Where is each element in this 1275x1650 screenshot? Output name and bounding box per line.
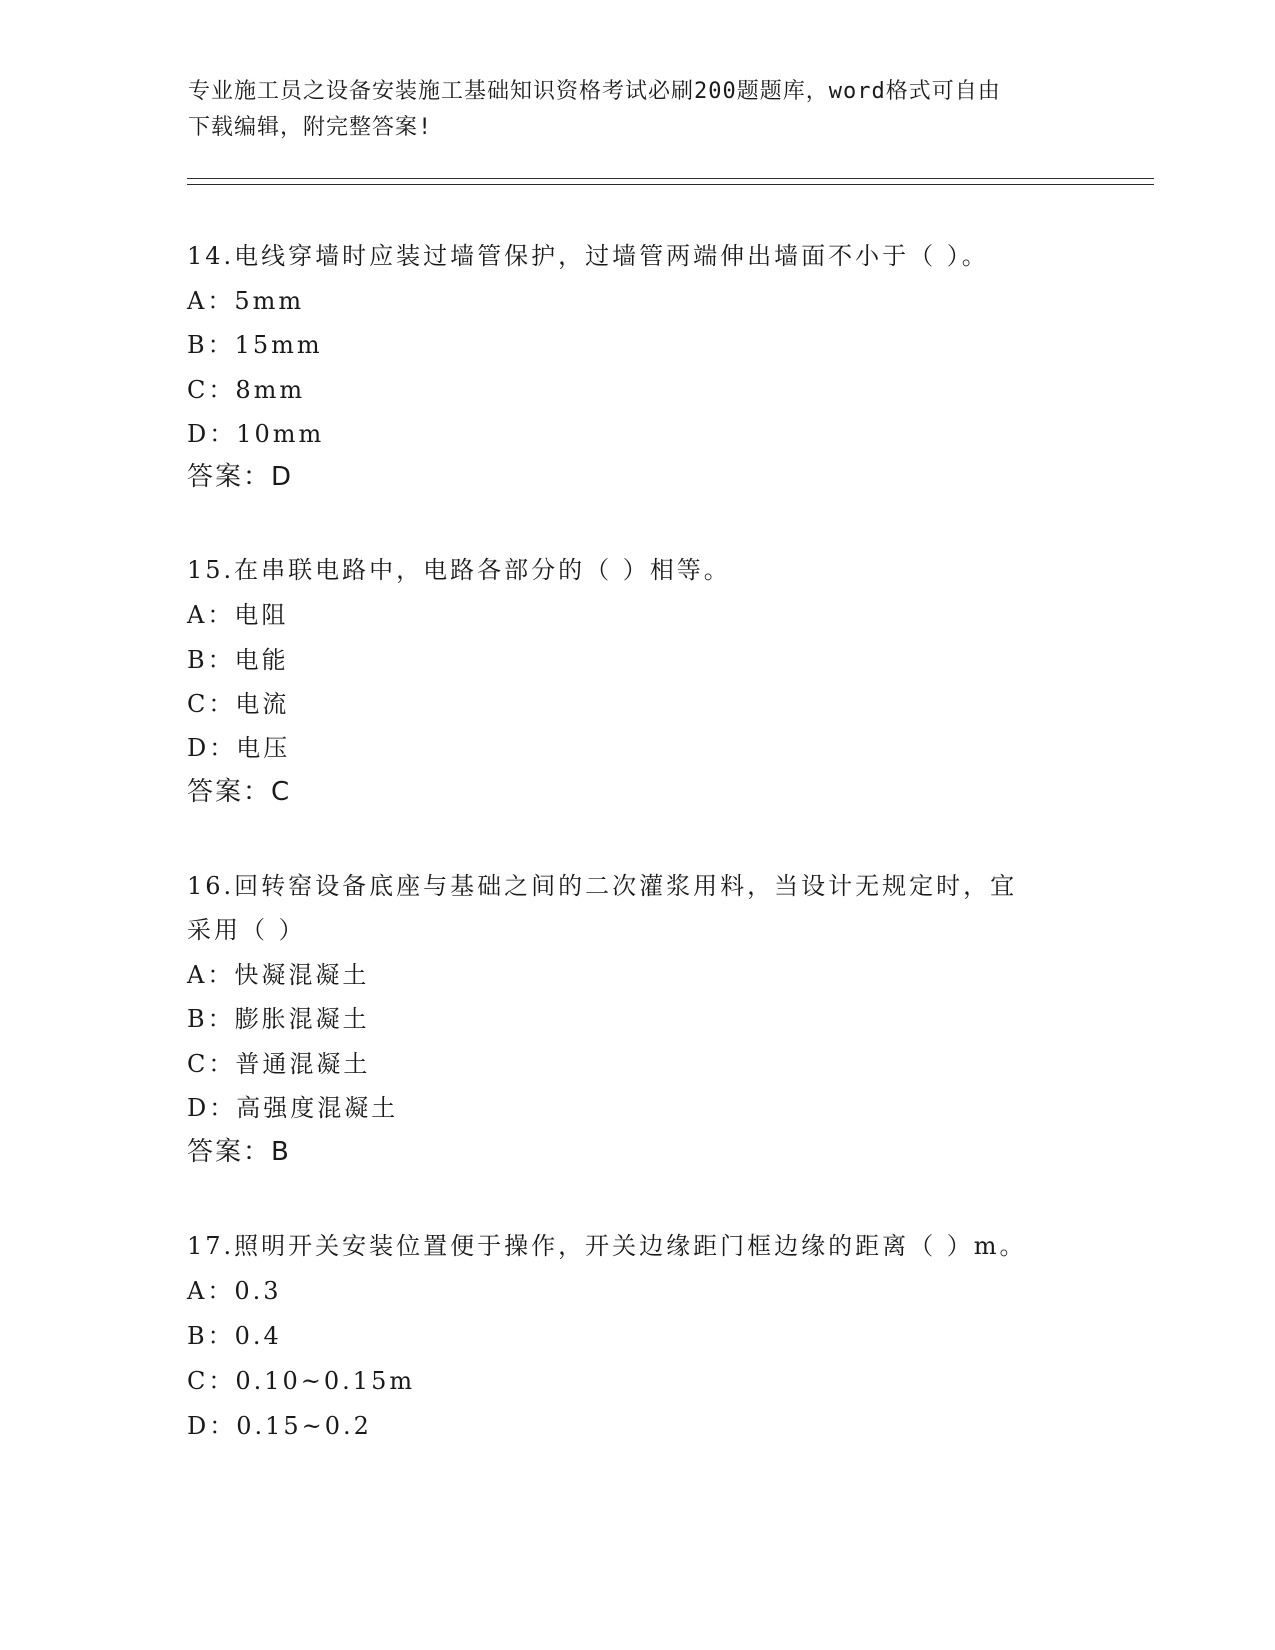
question-14-answer: 答案：D bbox=[187, 462, 294, 492]
header-divider-bottom bbox=[187, 184, 1154, 185]
question-16-answer: 答案：B bbox=[187, 1137, 291, 1167]
question-16-option-a: A：快凝混凝土 bbox=[187, 961, 370, 989]
question-17-option-c: C：0.10~0.15m bbox=[187, 1367, 416, 1395]
question-15-option-c: C：电流 bbox=[187, 690, 290, 718]
question-16-option-d: D：高强度混凝土 bbox=[187, 1094, 399, 1122]
question-15-option-d: D：电压 bbox=[187, 734, 291, 762]
question-15-answer: 答案：C bbox=[187, 777, 292, 807]
document-header bbox=[188, 74, 1088, 146]
question-15-stem: 15.在串联电路中，电路各部分的（ ）相等。 bbox=[187, 556, 731, 584]
question-16-option-c: C：普通混凝土 bbox=[187, 1050, 371, 1078]
question-14-option-c: C：8mm bbox=[187, 376, 306, 404]
question-14-option-a: A：5mm bbox=[187, 287, 305, 315]
question-17-option-d: D：0.15~0.2 bbox=[187, 1412, 372, 1440]
header-line-1: 专业施工员之设备安装施工基础知识资格考试必刷200题题库，word格式可自由 bbox=[188, 79, 1001, 104]
question-16-stem-line-1: 16.回转窑设备底座与基础之间的二次灌浆用料，当设计无规定时，宜 bbox=[187, 872, 1018, 900]
header-line-2: 下载编辑，附完整答案! bbox=[188, 115, 433, 140]
question-16-option-b: B：膨胀混凝土 bbox=[187, 1005, 370, 1033]
header-divider-top bbox=[187, 178, 1154, 179]
question-15-option-b: B：电能 bbox=[187, 646, 289, 674]
question-15-option-a: A：电阻 bbox=[187, 601, 289, 629]
question-14-option-b: B：15mm bbox=[187, 331, 323, 359]
question-17-option-b: B：0.4 bbox=[187, 1322, 282, 1350]
question-14-stem: 14.电线穿墙时应装过墙管保护，过墙管两端伸出墙面不小于（ ）。 bbox=[187, 242, 989, 270]
question-17-option-a: A：0.3 bbox=[187, 1277, 282, 1305]
question-14-option-d: D：10mm bbox=[187, 420, 325, 448]
question-16-stem-line-2: 采用（ ） bbox=[187, 916, 306, 944]
question-17-stem: 17.照明开关安装位置便于操作，开关边缘距门框边缘的距离（ ）m。 bbox=[187, 1232, 1027, 1260]
